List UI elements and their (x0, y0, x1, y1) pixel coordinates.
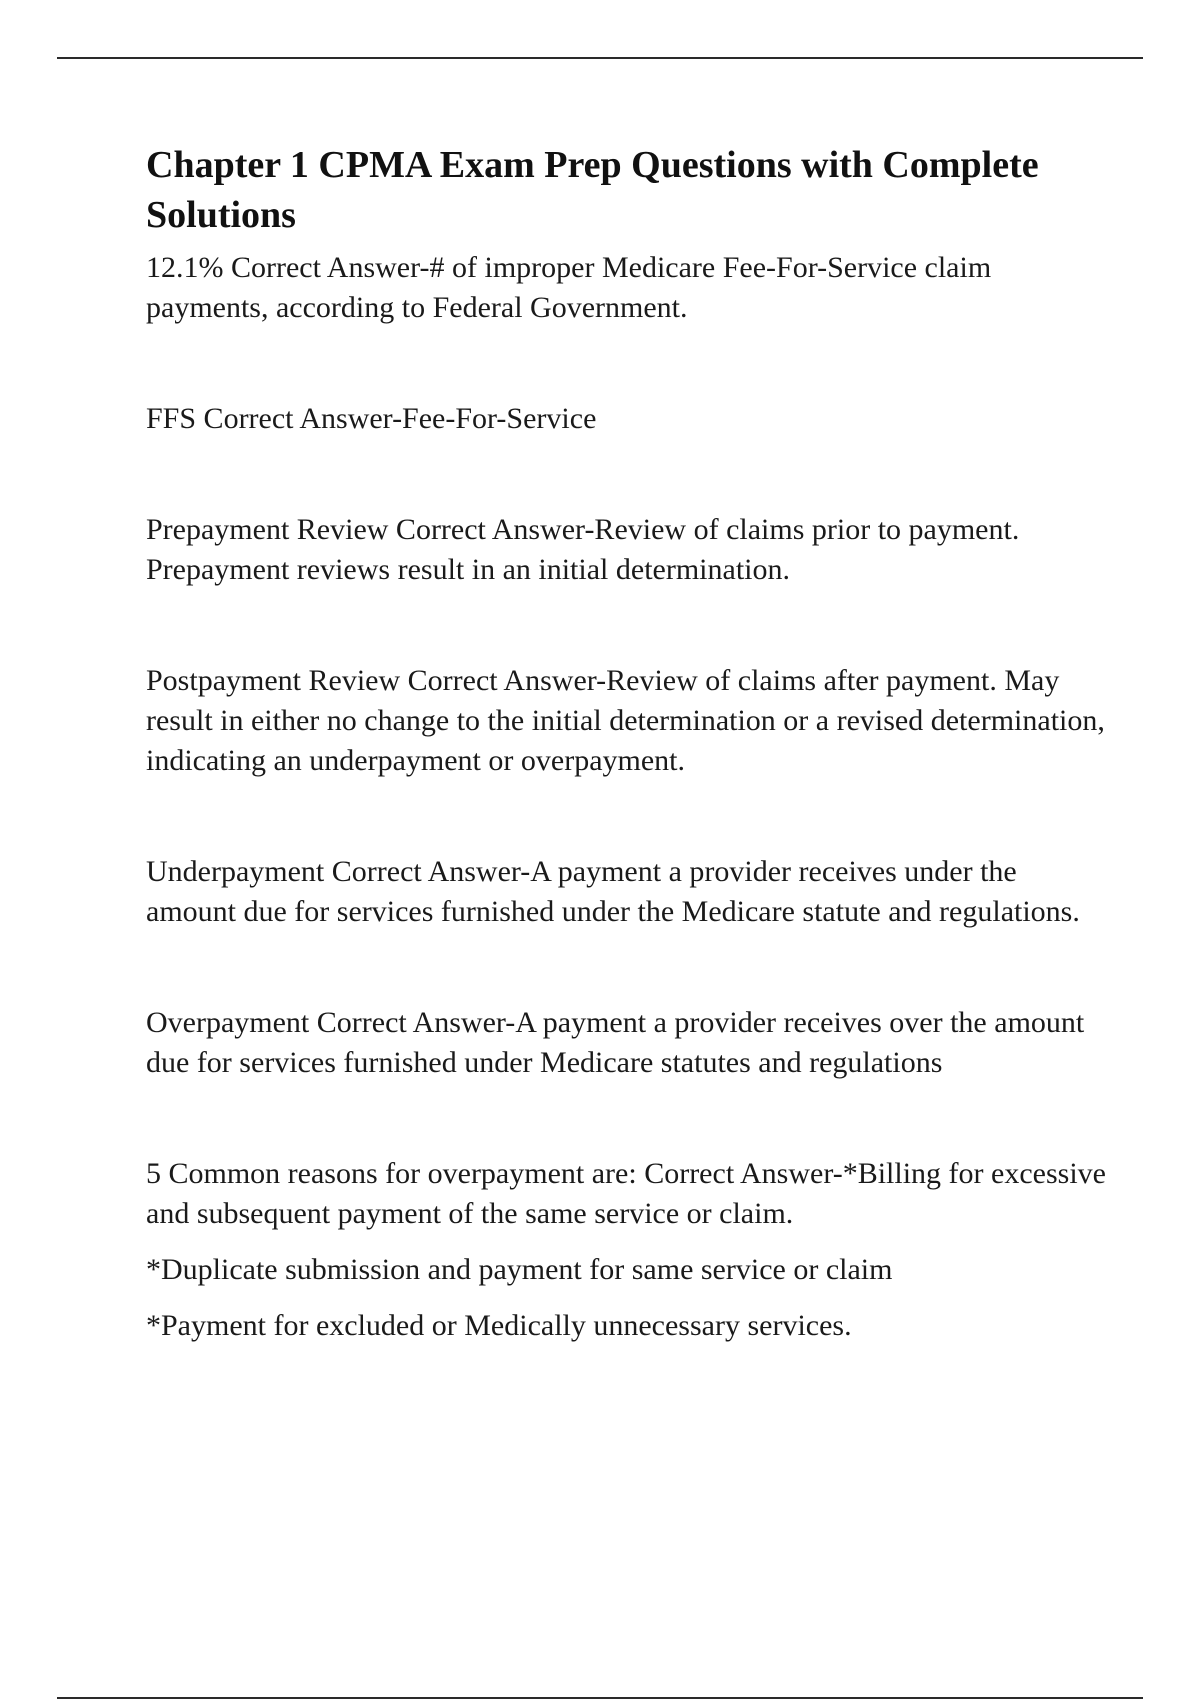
qa-entry: 5 Common reasons for overpayment are: Correct Answer-*Billing for excessive and subsequent payment of the same service or claim. (146, 1157, 1106, 1230)
qa-entry: Prepayment Review Correct Answer-Review of claims prior to payment. Prepayment reviews result in an initial determination. (146, 513, 1020, 586)
qa-entry: 12.1% Correct Answer-# of improper Medicare Fee-For-Service claim payments, according to Federal Government. (146, 251, 992, 324)
page-content (146, 140, 1106, 1346)
bullet-item: *Duplicate submission and payment for same service or claim (146, 1253, 893, 1286)
page-title: Chapter 1 CPMA Exam Prep Questions with Complete Solutions (146, 144, 1039, 236)
qa-entry: FFS Correct Answer-Fee-For-Service (146, 402, 597, 435)
qa-entry: Postpayment Review Correct Answer-Review of claims after payment. May result in either no change to the initial determination or a revised determination, indicating an underpayment or overpayment. (146, 664, 1105, 777)
bullet-item: *Payment for excluded or Medically unnecessary services. (146, 1309, 852, 1342)
qa-entry: Underpayment Correct Answer-A payment a provider receives under the amount due for services furnished under the Medicare statute and regulations. (146, 855, 1080, 928)
qa-entry: Overpayment Correct Answer-A payment a provider receives over the amount due for services furnished under Medicare statutes and regulations (146, 1006, 1085, 1079)
top-rule (57, 57, 1143, 59)
bottom-rule (57, 1697, 1143, 1699)
